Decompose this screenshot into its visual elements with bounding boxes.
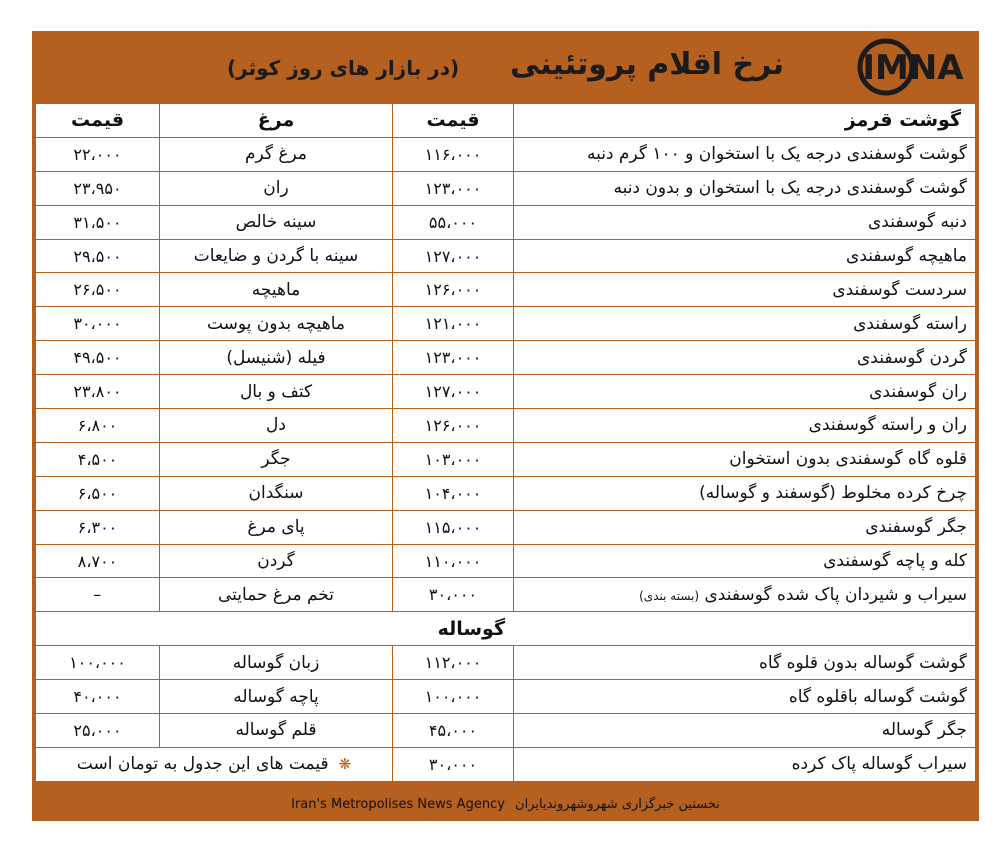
chicken-price: ۲۹،۵۰۰ [36,239,160,273]
item-price: ۴۵،۰۰۰ [393,714,514,748]
table-row [36,205,976,239]
table-row [36,375,976,409]
chicken-item: کتف و بال [160,375,393,409]
chicken-item: تخم مرغ حمایتی [160,578,393,612]
item-label: جگر گوسفندی [865,517,967,538]
chicken-price: ۶،۸۰۰ [36,409,160,443]
chicken-item: مرغ گرم [160,137,393,171]
item-name: سیراب گوساله پاک کرده [514,747,976,781]
item-note: (بسته بندی) [639,588,700,603]
item-name [514,341,976,375]
header [32,31,979,102]
item-name: گوشت گوساله باقلوه گاه [514,680,976,714]
chicken-price: ۴۹،۵۰۰ [36,341,160,375]
chicken-price: – [36,578,160,612]
chicken-price: ۸،۷۰۰ [36,544,160,578]
page-subtitle: (در بازار های روز کوثر) [227,56,460,80]
item-price: ۱۲۱،۰۰۰ [393,307,514,341]
item-price: ۵۵،۰۰۰ [393,205,514,239]
item-label: سردست گوسفندی [832,279,967,300]
chicken-price: ۶،۳۰۰ [36,510,160,544]
chicken-price: ۳۱،۵۰۰ [36,205,160,239]
item-name [514,544,976,578]
chicken-item: پای مرغ [160,510,393,544]
chicken-price: ۴،۵۰۰ [36,442,160,476]
chicken-item: گردن [160,544,393,578]
section-row [36,612,976,646]
section-title-veal: گوساله [36,612,976,646]
chicken-item: قلم گوساله [160,714,393,748]
table-row [36,680,976,714]
column-header-chicken: مرغ [160,104,393,138]
chicken-item: پاچه گوساله [160,680,393,714]
chicken-price: ۲۶،۵۰۰ [36,273,160,307]
table-row [36,137,976,171]
item-name [514,307,976,341]
chicken-item: فیله (شنیسل) [160,341,393,375]
item-price: ۱۰۰،۰۰۰ [393,680,514,714]
item-label: ران و راسته گوسفندی [808,415,967,436]
table-row [36,646,976,680]
price-sheet [32,31,979,821]
table-row [36,273,976,307]
chicken-price: ۲۲،۰۰۰ [36,137,160,171]
chicken-price: ۴۰،۰۰۰ [36,680,160,714]
chicken-item: زبان گوساله [160,646,393,680]
table-row [36,510,976,544]
item-price: ۱۱۲،۰۰۰ [393,646,514,680]
item-label: گوشت گوسفندی درجه یک با استخوان و ۱۰۰ گرم دنبه [586,144,967,165]
item-name [514,476,976,510]
column-header-red-meat: گوشت قرمز [514,104,976,138]
item-price: ۱۲۳،۰۰۰ [393,341,514,375]
item-name [514,510,976,544]
price-table [35,103,976,782]
table-row [36,171,976,205]
item-label: ران گوسفندی [869,381,967,402]
table-row [36,476,976,510]
item-label: گوشت گوسفندی درجه یک با استخوان و بدون دنبه [613,178,967,199]
item-name [514,205,976,239]
item-price: ۱۲۳،۰۰۰ [393,171,514,205]
item-name [514,578,976,612]
footer [32,788,979,821]
table-row [36,409,976,443]
item-label: چرخ کرده مخلوط (گوسفند و گوساله) [699,483,967,504]
price-table-body [36,104,976,782]
chicken-price: ۲۵،۰۰۰ [36,714,160,748]
currency-note-text: قیمت های این جدول به تومان است [76,754,329,775]
item-name [514,137,976,171]
chicken-price: ۳۰،۰۰۰ [36,307,160,341]
item-price: ۱۰۳،۰۰۰ [393,442,514,476]
item-label: کله و پاچه گوسفندی [823,551,967,572]
footer-english: Iran's Metropolises News Agency [291,797,505,812]
item-price: ۱۲۷،۰۰۰ [393,239,514,273]
chicken-item: سنگدان [160,476,393,510]
column-header-chicken-price: قیمت [36,104,160,138]
item-name [514,409,976,443]
table-header-row [36,104,976,138]
item-price: ۱۱۵،۰۰۰ [393,510,514,544]
item-name [514,375,976,409]
chicken-item: ماهیچه بدون پوست [160,307,393,341]
item-name [514,442,976,476]
item-price: ۳۰،۰۰۰ [393,578,514,612]
item-label: ماهیچه گوسفندی [846,246,967,266]
item-price: ۱۲۷،۰۰۰ [393,375,514,409]
table-row [36,239,976,273]
chicken-item: سینه خالص [160,205,393,239]
item-label: قلوه گاه گوسفندی بدون استخوان [729,449,967,470]
chicken-item: ران [160,171,393,205]
table-row [36,307,976,341]
column-header-price: قیمت [393,104,514,138]
page-title: نرخ اقلام پروتئینی [509,47,784,82]
item-label: دنبه گوسفندی [867,212,967,233]
chicken-price: ۲۳،۹۵۰ [36,171,160,205]
item-label: راسته گوسفندی [853,313,967,334]
currency-note [36,747,393,781]
item-price: ۳۰،۰۰۰ [393,747,514,781]
imna-logo [856,37,971,97]
table-row [36,747,976,781]
chicken-item: ماهیچه [160,273,393,307]
logo-text: IMNA [862,48,964,88]
table-row [36,544,976,578]
chicken-item: جگر [160,442,393,476]
item-name [514,273,976,307]
item-price: ۱۱۰،۰۰۰ [393,544,514,578]
chicken-price: ۱۰۰،۰۰۰ [36,646,160,680]
item-price: ۱۰۴،۰۰۰ [393,476,514,510]
asterisk-icon: ❋ [338,755,352,774]
item-price: ۱۲۶،۰۰۰ [393,273,514,307]
chicken-item: دل [160,409,393,443]
table-row [36,714,976,748]
table-row [36,442,976,476]
item-label: گردن گوسفندی [856,347,967,368]
item-price: ۱۲۶،۰۰۰ [393,409,514,443]
item-name [514,171,976,205]
item-name: جگر گوساله [514,714,976,748]
item-name: گوشت گوساله بدون قلوه گاه [514,646,976,680]
footer-persian: نخستین خبرگزاری شهروشهروندیایران [515,797,720,812]
chicken-price: ۶،۵۰۰ [36,476,160,510]
table-row [36,578,976,612]
item-label: سیراب و شیردان پاک شده گوسفندی [704,584,967,605]
chicken-price: ۲۳،۸۰۰ [36,375,160,409]
table-row [36,341,976,375]
chicken-item: سینه با گردن و ضایعات [160,239,393,273]
item-name [514,239,976,273]
item-price: ۱۱۶،۰۰۰ [393,137,514,171]
